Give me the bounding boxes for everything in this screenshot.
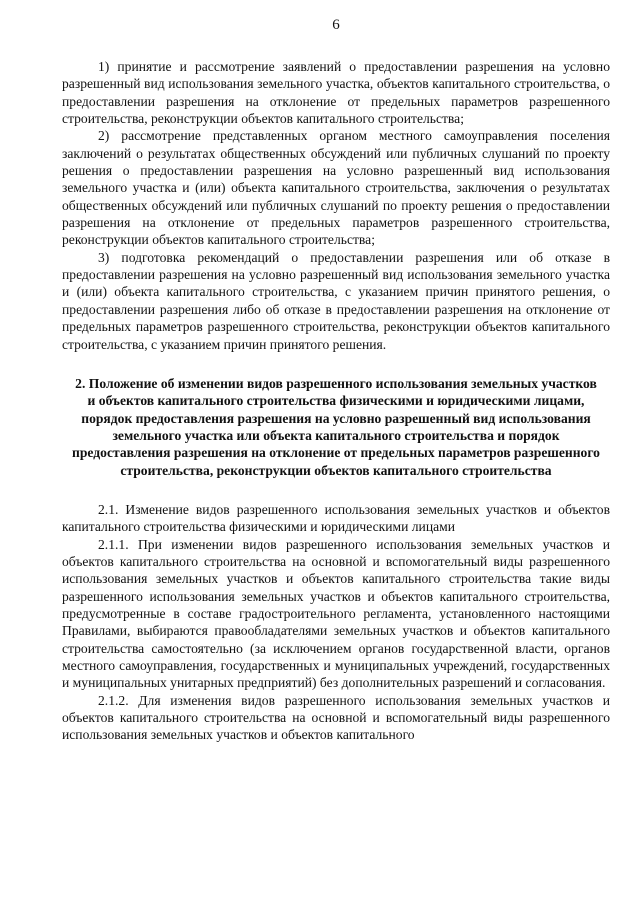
paragraph-item-2: 2) рассмотрение представленных органом местного самоуправления поселения заключений о результатах общественных обсуждений или публичных слушаний по проекту решения о предоставлении разрешения на условно разрешенный вид использования земельного участка и (или) объекта капитального строительства, заключения о результатах общественных обсуждений или публичных слушаний по проекту решения о предоставлении разрешения на отклонение от предельных параметров разрешенного строительства, реконструкции объектов капитального строительства; [62,128,610,248]
document-page [62,16,610,744]
paragraph-item-3: 3) подготовка рекомендаций о предоставлении разрешения или об отказе в предоставлении разрешения на условно разрешенный вид использования земельного участка и (или) объекта капитального строительства, с указанием причин принятого решения, о предоставлении разрешения либо об отказе в предоставлении разрешения на отклонение от предельных параметров разрешенного строительства, реконструкции объектов капитального строительства, с указанием причин принятого решения. [62,249,610,352]
section-heading: 2. Положение об изменении видов разрешенного использования земельных участков и объектов капитального строительства физическими и юридическими лицами, порядок предоставления разрешения на условно разрешенный вид использования земельного участка или объекта капитального строительства и порядок предоставления разрешения на отклонение от предельных параметров разрешенного строительства, реконструкции объектов капитального строительства [72,375,600,478]
paragraph-2-1: 2.1. Изменение видов разрешенного использования земельных участков и объектов капитального строительства физическими и юридическими лицами [62,501,610,535]
paragraph-2-1-1: 2.1.1. При изменении видов разрешенного использования земельных участков и объектов капитального строительства на основной и вспомогательный виды разрешенного использования земельных участков и объектов капитального строительства такие виды разрешенного использования земельных участков и объектов капитального строительства, предусмотренные в составе градостроительного регламента, установленного настоящими Правилами, выбираются правообладателями земельных участков и объектов капитального строительства самостоятельно (за исключением органов государственной власти, органов местного самоуправления, государственных и муниципальных учреждений, государственных и муниципальных унитарных предприятий) без дополнительных разрешений и согласования. [62,536,610,691]
page-number: 6 [332,17,340,33]
paragraph-item-1: 1) принятие и рассмотрение заявлений о предоставлении разрешения на условно разрешенный вид использования земельного участка, объектов капитального строительства, о предоставлении разрешения на отклонение от предельных параметров разрешенного строительства, реконструкции объектов капитального строительства; [62,59,610,127]
paragraph-2-1-2: 2.1.2. Для изменения видов разрешенного использования земельных участков и объектов капитального строительства на основной и вспомогательный виды разрешенного использования земельных участков и объектов капитального [62,692,610,743]
